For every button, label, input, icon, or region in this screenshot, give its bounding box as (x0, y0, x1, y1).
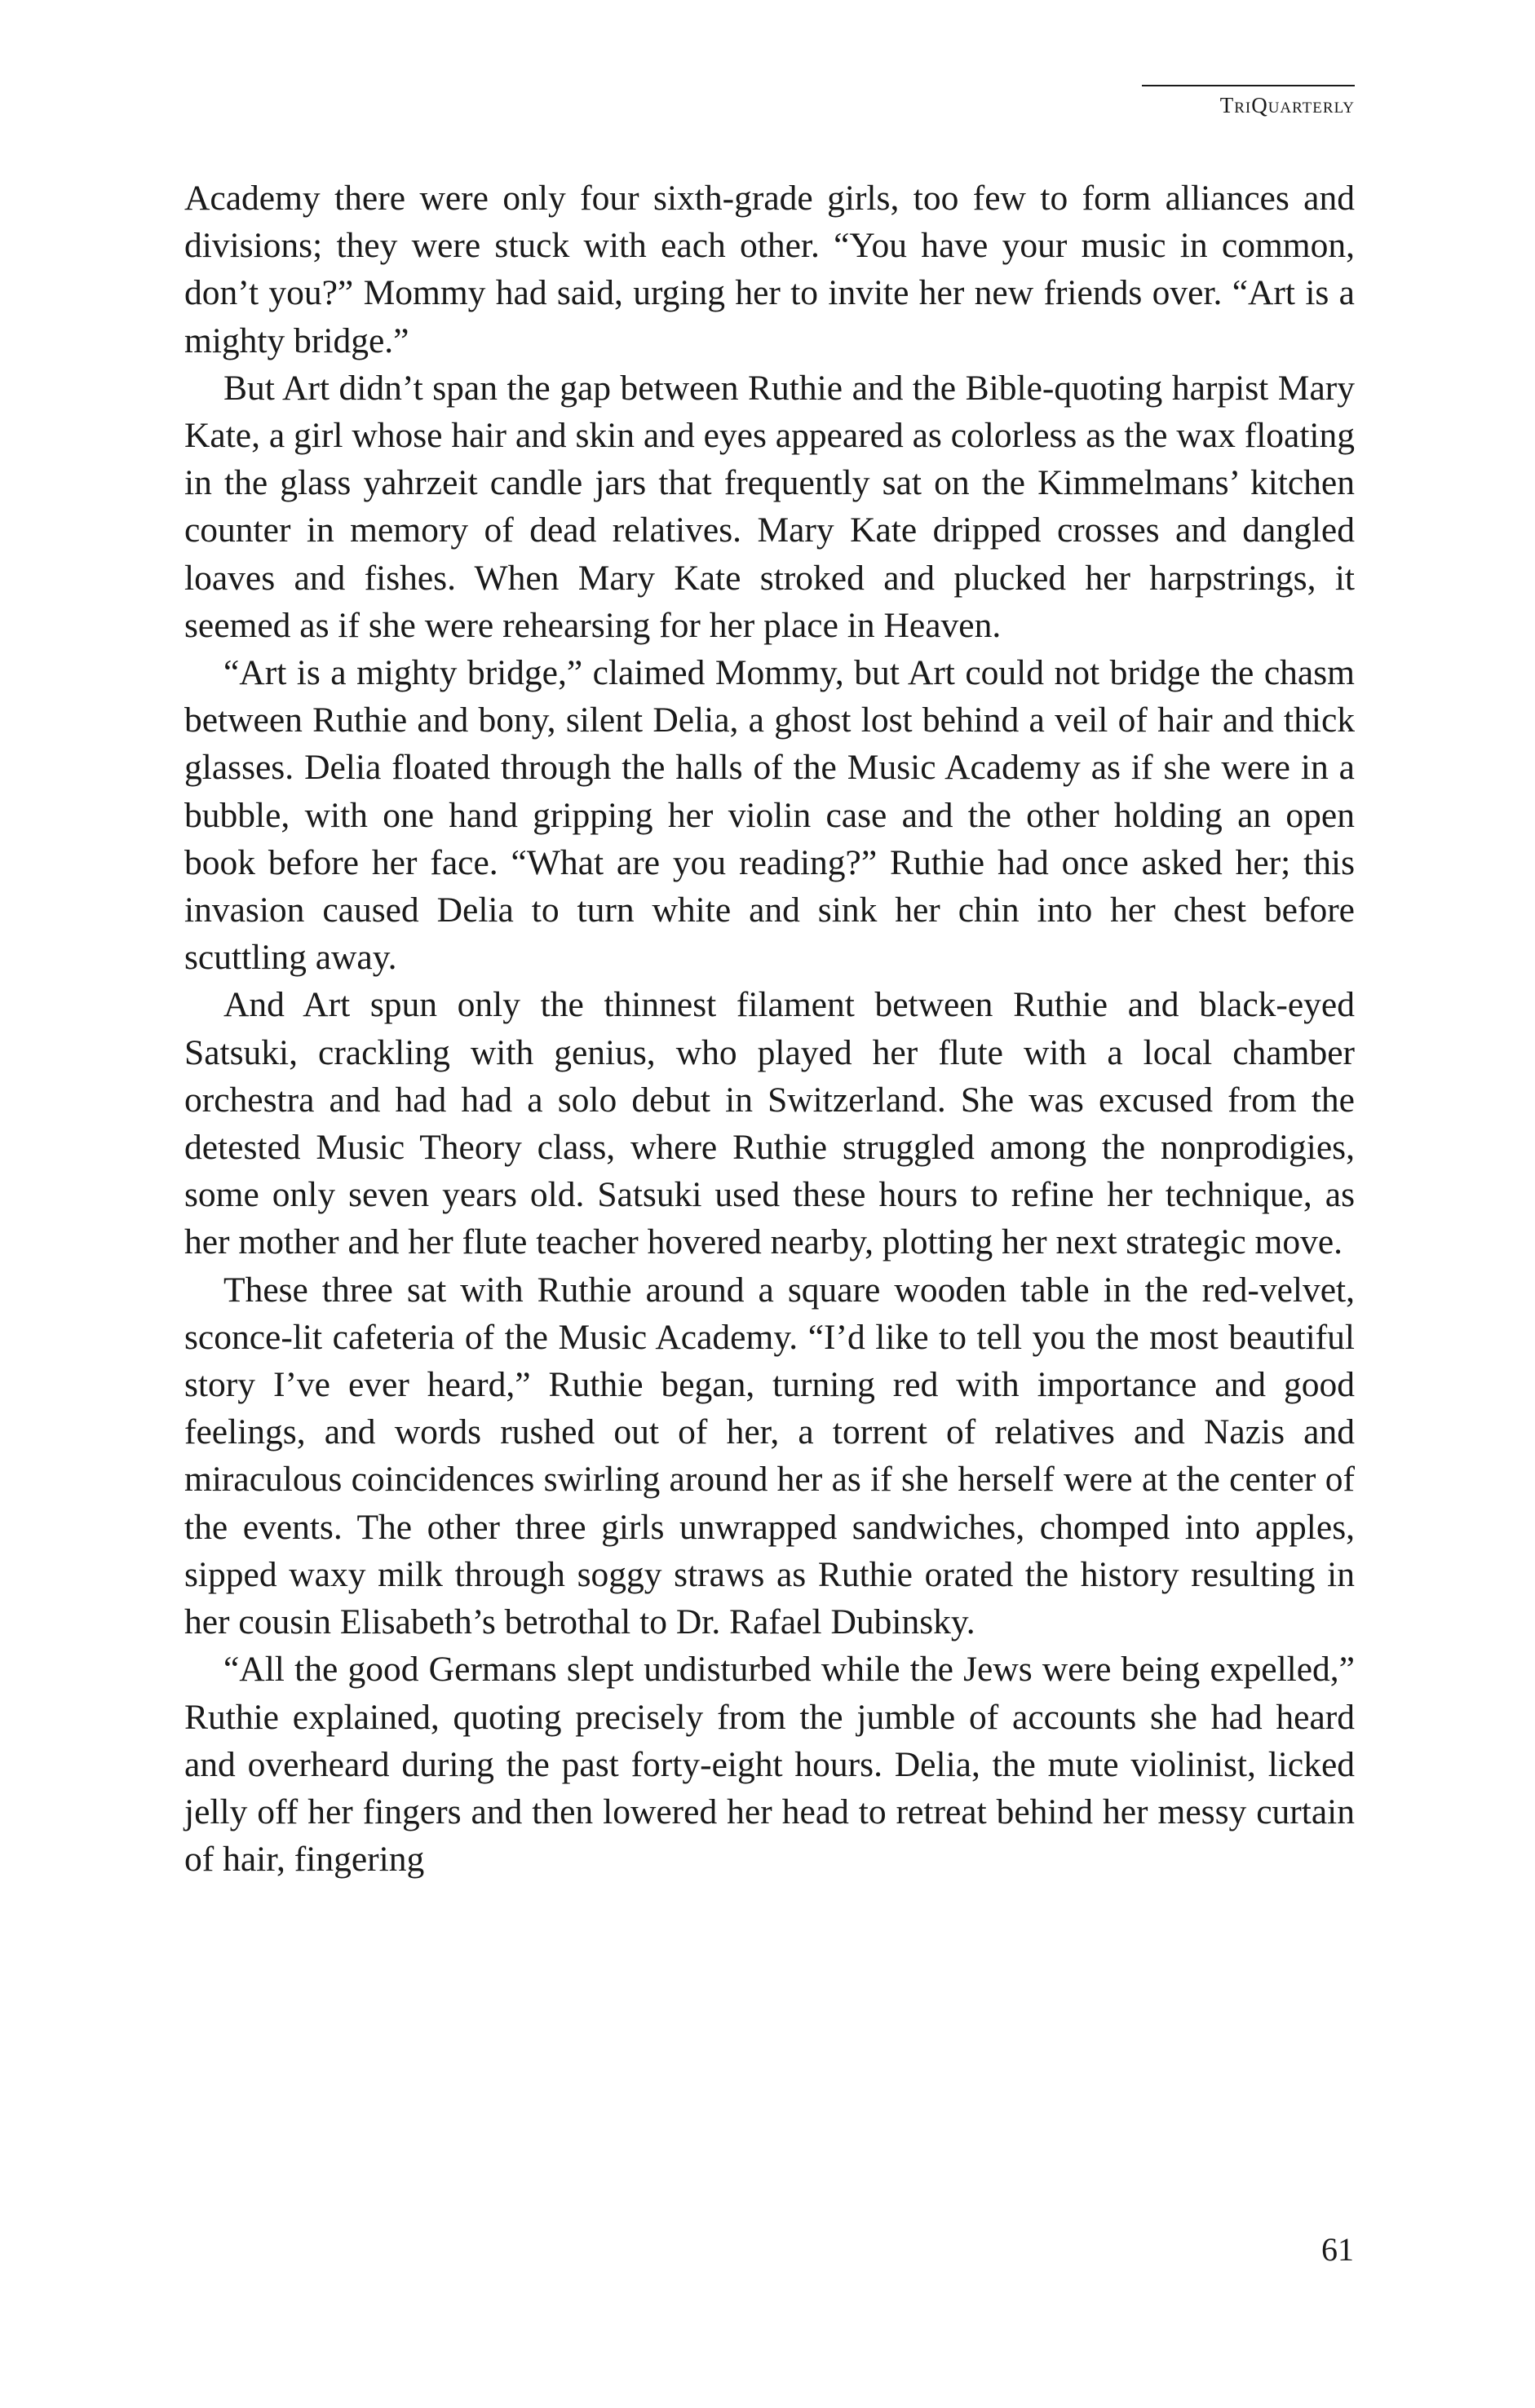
paragraph-3: “Art is a mighty bridge,” claimed Mommy, but Art could not bridge the chasm between Ruthie and bony, silent Delia, a ghost lost behind a veil of hair and thick glasses. Delia floated through the halls of the Music Academy as if she were in a bubble, with one hand gripping her violin case and the other holding an open book before her face. “What are you reading?” Ruthie had once asked her; this invasion caused Delia to turn white and sink her chin into her chest before scuttling away. (184, 653, 1355, 978)
paragraph-6: “All the good Germans slept undisturbed while the Jews were being expelled,” Ruthie explained, quoting precisely from the jumble of accounts she had heard and overheard during the past forty-eight hours. Delia, the mute violinist, licked jelly off her fingers and then lowered her head to retreat behind her messy curtain of hair, fingering (184, 1650, 1355, 1880)
paragraph-1: Academy there were only four sixth-grade girls, too few to form alliances and divisions; they were stuck with each other. “You have your music in common, don’t you?” Mommy had said, urging her to invite her new friends over. “Art is a mighty bridge.” (184, 179, 1355, 360)
paragraph-5: These three sat with Ruthie around a square wooden table in the red-velvet, sconce-lit cafeteria of the Music Academy. “I’d like to tell you the most beautiful story I’ve ever heard,” Ruthie began, turning red with importance and good feelings, and words rushed out of her, a torrent of relatives and Nazis and miraculous coincidences swirling around her as if she herself were at the center of the events. The other three girls unwrapped sandwiches, chomped into apples, sipped waxy milk through soggy straws as Ruthie orated the history resulting in her cousin Elisabeth’s betrothal to Dr. Rafael Dubinsky. (184, 1270, 1355, 1642)
paragraph-2: But Art didn’t span the gap between Ruthie and the Bible-quoting harpist Mary Kate, a girl whose hair and skin and eyes appeared as colorless as the wax floating in the glass yahrzeit candle jars that frequently sat on the Kimmelmans’ kitchen counter in memory of dead relatives. Mary Kate dripped crosses and dangled loaves and fishes. When Mary Kate stroked and plucked her harpstrings, it seemed as if she were rehearsing for her place in Heaven. (184, 368, 1356, 645)
paragraph-4: And Art spun only the thinnest filament between Ruthie and black-eyed Satsuki, crackling with genius, who played her flute with a local chamber orchestra and had had a solo debut in Switzerland. She was excused from the detested Music Theory class, where Ruthie struggled among the nonprodigies, some only seven years old. Satsuki used these hours to refine her technique, as her mother and her flute teacher hovered nearby, plotting her next strategic move. (184, 985, 1355, 1262)
body-text (184, 175, 1355, 1883)
running-head: TriQuarterly (1142, 85, 1355, 118)
page-number: 61 (1321, 2231, 1354, 2268)
